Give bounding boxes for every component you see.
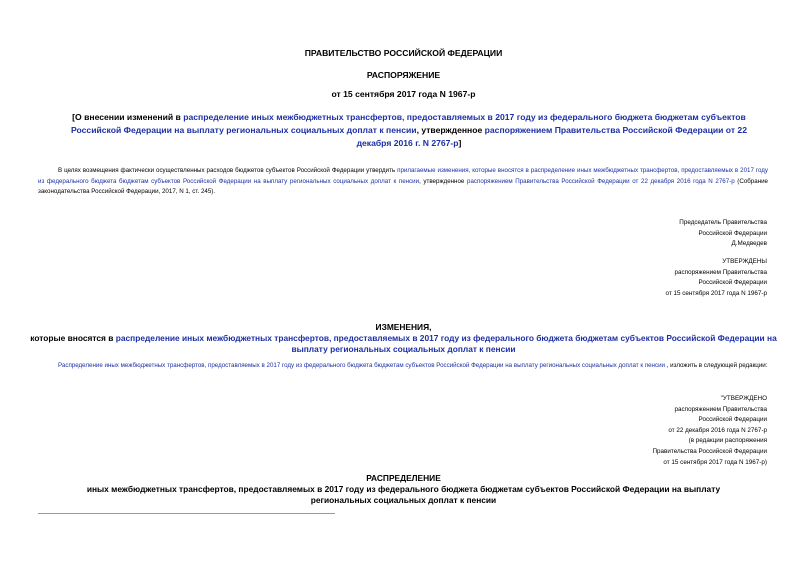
title-close: ] bbox=[458, 138, 462, 148]
document-type: РАСПОРЯЖЕНИЕ bbox=[366, 70, 441, 80]
signature-block bbox=[679, 218, 767, 250]
approved1-line3: Российской Федерации bbox=[698, 279, 767, 287]
changes-text: которые вносятся в bbox=[30, 333, 116, 344]
approved1-line4: от 15 сентября 2017 года N 1967-р bbox=[665, 289, 767, 297]
approved2-line2: распоряжением Правительства bbox=[674, 405, 767, 413]
title-open: [О внесении изменений в bbox=[72, 112, 184, 122]
para1-text1: В целях возмещения фактически осуществленных расходов бюджетов субъектов Российской Федерации утвердить bbox=[58, 167, 398, 174]
signature-country: Российской Федерации bbox=[698, 229, 767, 237]
approved2-line4: от 22 декабря 2016 года N 2767-р bbox=[668, 426, 767, 434]
changes-section bbox=[30, 322, 777, 356]
distribution-section bbox=[60, 473, 747, 506]
para1-text3: (Собрание законодательства Российской Федерации, 2017, N 1, ст. 245). bbox=[38, 177, 769, 196]
approved2-line7: от 15 сентября 2017 года N 1967-р) bbox=[663, 458, 767, 466]
signature-position: Председатель Правительства bbox=[679, 219, 767, 226]
approved1-line2: распоряжением Правительства bbox=[674, 268, 767, 276]
preamble-paragraph bbox=[38, 166, 768, 198]
para1-link-decree[interactable]: распоряжением Правительства Российской Федерации от 22 декабря 2016 года N 2767-р bbox=[467, 177, 735, 185]
title-link-distribution[interactable]: распределение иных межбюджетных трансфертов, предоставляемых в 2017 году из федерального бюджета бюджетам субъектов Российской Федерации на выплату региональных социальных доплат к пенсии bbox=[70, 112, 746, 135]
approved2-line3: Российской Федерации bbox=[698, 416, 767, 424]
signature-name: Д.Медведев bbox=[731, 240, 767, 248]
para2-text: , изложить в следующей редакции: bbox=[665, 362, 768, 369]
approval-stamp-2 bbox=[653, 394, 767, 468]
changes-heading: ИЗМЕНЕНИЯ, bbox=[375, 322, 432, 332]
footnote-divider bbox=[38, 513, 335, 514]
approved2-line6: Правительства Российской Федерации bbox=[652, 447, 767, 455]
para2-link-distribution[interactable]: Распределение иных межбюджетных трансфертов, предоставляемых в 2017 году из федерального бюджета бюджетам субъектов Российской Федерации на выплату региональных социальных доплат к пенсии bbox=[58, 362, 665, 369]
document-date-number: от 15 сентября 2017 года N 1967-р bbox=[331, 89, 476, 99]
para1-text2: , утвержденное bbox=[419, 177, 467, 185]
approved2-line5: (в редакции распоряжения bbox=[688, 437, 767, 445]
distribution-subtitle: иных межбюджетных трансфертов, предоставляемых в 2017 году из федерального бюджета бюджетам субъектов Российской Федерации на выплату региональных социальных доплат к пенсии bbox=[86, 484, 721, 505]
approval-stamp-1 bbox=[666, 257, 767, 299]
distribution-heading: РАСПРЕДЕЛЕНИЕ bbox=[366, 473, 441, 483]
para1-link-changes[interactable]: прилагаемые изменения, которые вносятся в распределение иных межбюджетных трансфертов, предоставляемых в 2017 году из федерального бюджета бюджетам субъектов Российской Федерации на выплату региональных социальных доплат к пенсии bbox=[38, 167, 769, 185]
document-title bbox=[66, 111, 752, 150]
approved1-line1: УТВЕРЖДЕНЫ bbox=[722, 258, 767, 265]
title-link-decree[interactable]: распоряжением Правительства Российской Федерации от 22 декабря 2016 г. N 2767-р bbox=[356, 125, 747, 148]
changes-link-distribution[interactable]: распределение иных межбюджетных трансфертов, предоставляемых в 2017 году из федерального бюджета бюджетам субъектов Российской Федерации на выплату региональных социальных доплат к пенсии bbox=[115, 333, 777, 355]
changes-subtitle bbox=[30, 333, 777, 355]
title-middle: , утвержденное bbox=[416, 125, 485, 135]
change-paragraph bbox=[38, 361, 768, 372]
approved2-line1: "УТВЕРЖДЕНО bbox=[720, 395, 767, 402]
government-name: ПРАВИТЕЛЬСТВО РОССИЙСКОЙ ФЕДЕРАЦИИ bbox=[304, 48, 503, 58]
